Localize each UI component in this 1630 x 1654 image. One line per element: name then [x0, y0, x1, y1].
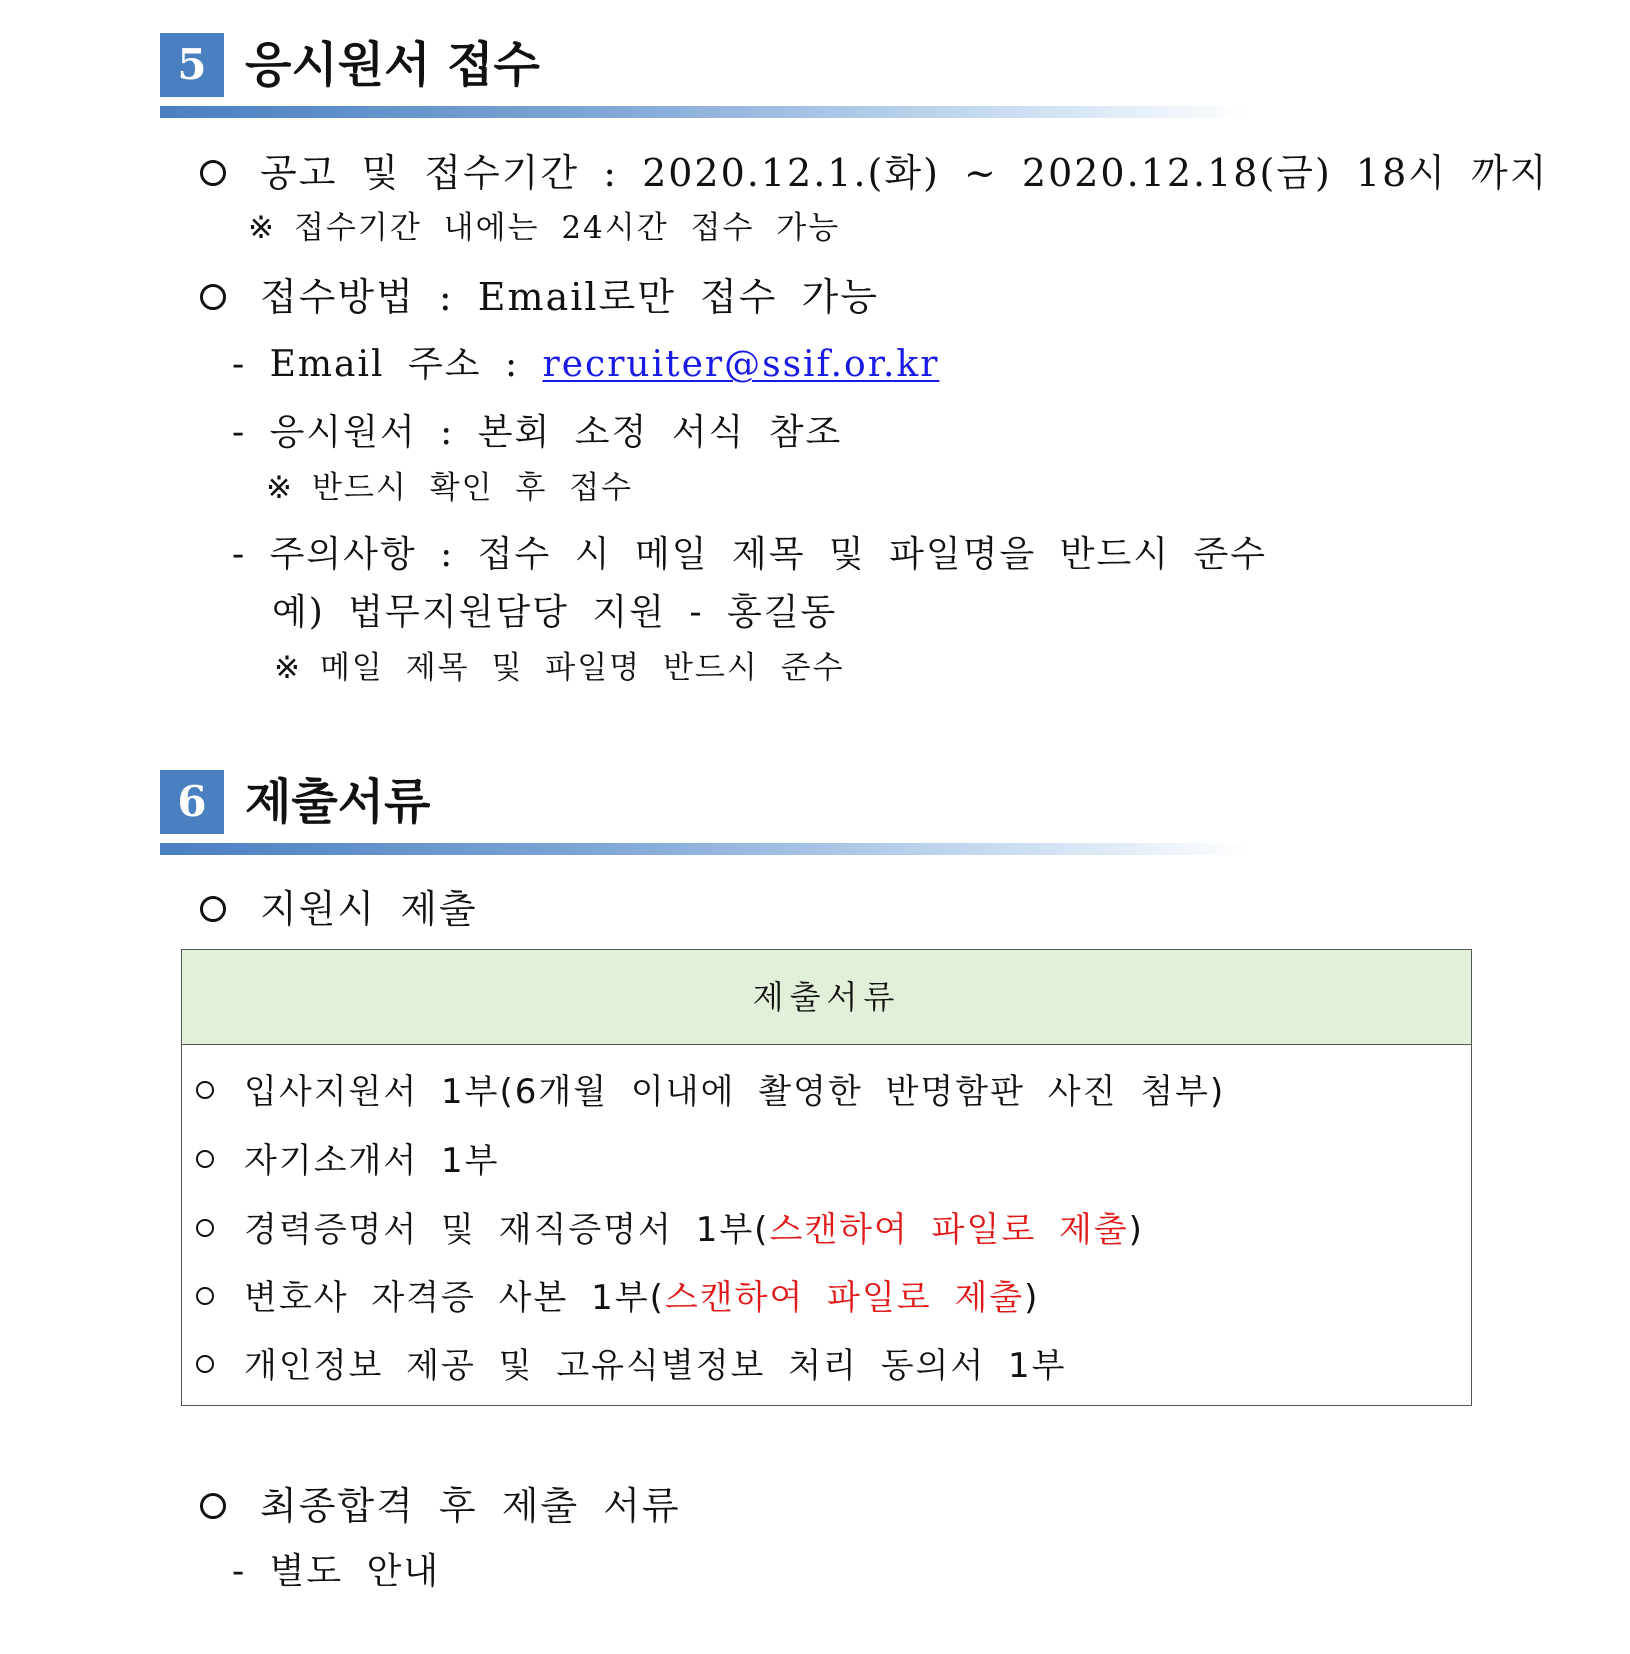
- circle-bullet-icon: [196, 1287, 214, 1305]
- reference-mark-icon: ※: [248, 210, 276, 246]
- section-6-divider: [160, 843, 1250, 855]
- on-apply-line: [200, 878, 478, 933]
- caution-line: - 주의사항 : 접수 시 메일 제목 및 파일명을 반드시 준수: [232, 534, 1268, 575]
- document-item-text-end: ): [1128, 1210, 1144, 1250]
- form-note: [266, 462, 633, 507]
- section-6-number: 6: [160, 770, 224, 834]
- document-item-text: 개인정보 제공 및 고유식별정보 처리 동의서 1부: [244, 1346, 1067, 1386]
- circle-bullet-icon: [196, 1081, 214, 1099]
- section-6-title: 제출서류: [245, 774, 431, 830]
- circle-bullet-icon: [196, 1150, 214, 1168]
- document-item-text: 입사지원서 1부(6개월 이내에 촬영한 반명함판 사진 첨부): [244, 1072, 1226, 1112]
- document-item-emphasis: 스캔하여 파일로 제출: [769, 1210, 1129, 1250]
- method-line: [200, 266, 879, 321]
- circle-bullet-icon: [200, 896, 226, 922]
- document-item: [196, 1064, 1225, 1113]
- document-item-text: 자기소개서 1부: [244, 1141, 500, 1181]
- documents-table: [181, 949, 1472, 1406]
- method-text: 접수방법 : Email로만 접수 가능: [260, 275, 879, 319]
- document-item-text: 경력증명서 및 재직증명서 1부(: [244, 1210, 770, 1250]
- document-item-text: 변호사 자격증 사본 1부(: [244, 1278, 665, 1318]
- document-item: [196, 1202, 1144, 1251]
- email-line: [232, 336, 939, 387]
- circle-bullet-icon: [196, 1219, 214, 1237]
- email-link[interactable]: recruiter@ssif.or.kr: [542, 344, 940, 385]
- circle-bullet-icon: [200, 160, 226, 186]
- document-item: [196, 1133, 500, 1182]
- documents-table-header: 제출서류: [182, 950, 1471, 1045]
- period-line: [200, 142, 1548, 197]
- section-5-title: 응시원서 접수: [245, 37, 540, 93]
- circle-bullet-icon: [200, 1493, 226, 1519]
- example-line: 예) 법무지원담당 지원 - 홍길동: [272, 592, 838, 633]
- circle-bullet-icon: [200, 284, 226, 310]
- document-item: [196, 1338, 1067, 1387]
- reference-mark-icon: ※: [266, 470, 294, 506]
- document-item-emphasis: 스캔하여 파일로 제출: [664, 1278, 1025, 1318]
- caution-note: [274, 642, 845, 687]
- caution-note-text: 메일 제목 및 파일명 반드시 준수: [319, 650, 845, 686]
- period-text: 공고 및 접수기간 : 2020.12.1.(화) ~ 2020.12.18(금) 18시 까지: [260, 151, 1549, 195]
- form-note-text: 반드시 확인 후 접수: [311, 470, 634, 506]
- email-label: - Email 주소 :: [232, 344, 543, 385]
- section-5-divider: [160, 106, 1250, 118]
- section-5-number: 5: [160, 33, 224, 97]
- on-apply-text: 지원시 제출: [260, 887, 478, 931]
- period-note: [248, 202, 840, 247]
- period-note-text: 접수기간 내에는 24시간 접수 가능: [293, 210, 841, 246]
- document-item: [196, 1270, 1039, 1319]
- form-line: - 응시원서 : 본회 소정 서식 참조: [232, 412, 843, 453]
- document-item-text-end: ): [1024, 1278, 1040, 1318]
- final-docs-sub: - 별도 안내: [232, 1551, 441, 1592]
- circle-bullet-icon: [196, 1355, 214, 1373]
- final-docs-text: 최종합격 후 제출 서류: [260, 1484, 681, 1528]
- reference-mark-icon: ※: [274, 650, 302, 686]
- final-docs-line: [200, 1475, 681, 1530]
